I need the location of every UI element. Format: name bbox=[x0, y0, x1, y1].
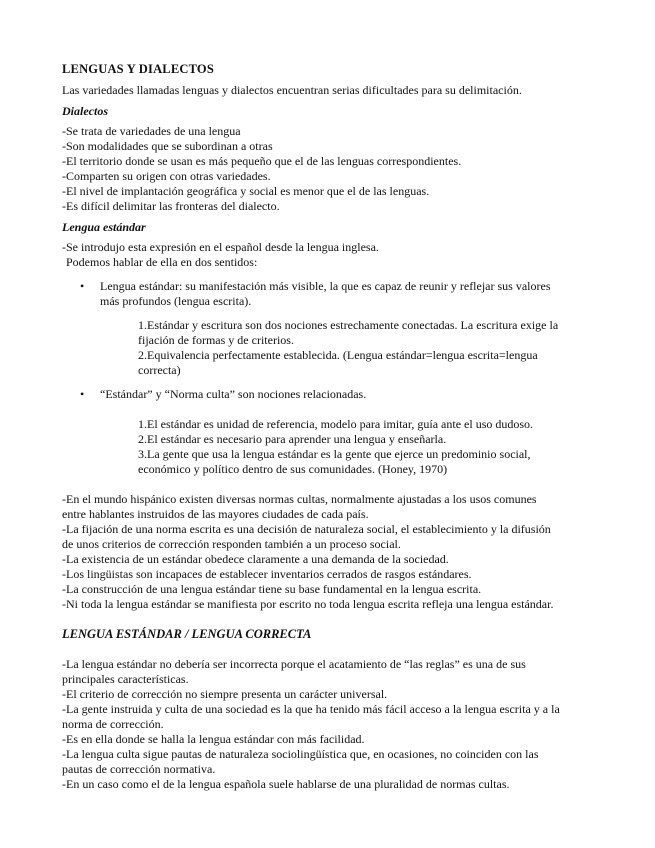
estandar-line: -Se introdujo esta expresión en el español desde la lengua inglesa. bbox=[62, 240, 379, 254]
list-item: -La gente instruida y culta de una sociedad es la que ha tenido más fácil acceso a la lengua escrita y a la bbox=[62, 702, 560, 716]
list-item: -Comparten su origen con otras variedades. bbox=[62, 169, 271, 183]
sub-item: 3.La gente que usa la lengua estándar es la gente que ejerce un predominio social, bbox=[138, 447, 531, 461]
correcta-heading: LENGUA ESTÁNDAR / LENGUA CORRECTA bbox=[62, 627, 312, 641]
list-item: -La lengua culta sigue pautas de naturaleza sociolingüística que, en ocasiones, no coinciden con las bbox=[62, 747, 539, 761]
list-item: -La lengua estándar no debería ser incorrecta porque el acatamiento de “las reglas” es una de sus bbox=[62, 657, 526, 671]
list-item: entre hablantes instruidos de las mayores ciudades de cada país. bbox=[62, 507, 369, 521]
sub-item: correcta) bbox=[138, 363, 181, 377]
list-item: -El territorio donde se usan es más pequeño que el de las lenguas correspondientes. bbox=[62, 154, 462, 168]
list-item: -La existencia de un estándar obedece claramente a una demanda de la sociedad. bbox=[62, 552, 449, 566]
intro-paragraph: Las variedades llamadas lenguas y dialectos encuentran serias dificultades para su delimitación. bbox=[62, 83, 522, 97]
list-item: -El criterio de corrección no siempre presenta un carácter universal. bbox=[62, 687, 388, 701]
list-item: -En el mundo hispánico existen diversas normas cultas, normalmente ajustadas a los usos comunes bbox=[62, 492, 537, 506]
sub-list-2 bbox=[62, 417, 602, 477]
dialectos-heading: Dialectos bbox=[62, 104, 108, 118]
list-item: -Ni toda la lengua estándar se manifiesta por escrito no toda lengua escrita refleja una lengua estándar. bbox=[62, 597, 554, 611]
list-item: pautas de corrección normativa. bbox=[62, 762, 216, 776]
sub-item: fijación de formas y de criterios. bbox=[138, 333, 294, 347]
correcta-paragraphs bbox=[62, 657, 602, 792]
bullet-icon: • bbox=[80, 279, 85, 293]
norma-paragraphs bbox=[62, 492, 602, 612]
sub-item: 2.Equivalencia perfectamente establecida. (Lengua estándar=lengua escrita=lengua bbox=[138, 348, 538, 362]
list-item: norma de corrección. bbox=[62, 717, 164, 731]
list-item: -Se trata de variedades de una lengua bbox=[62, 124, 241, 138]
list-item: -En un caso como el de la lengua española suele hablarse de una pluralidad de normas cultas. bbox=[62, 777, 510, 791]
list-item: -La fijación de una norma escrita es una decisión de naturaleza social, el establecimiento y la difusión bbox=[62, 522, 551, 536]
sub-list-1 bbox=[62, 318, 602, 378]
list-item: -Es difícil delimitar las fronteras del dialecto. bbox=[62, 199, 280, 213]
estandar-line: Podemos hablar de ella en dos sentidos: bbox=[66, 255, 258, 269]
dialectos-list bbox=[62, 124, 602, 214]
bullet-item-lengua-estandar: • Lengua estándar: su manifestación más visible, la que es capaz de reunir y reflejar sus valores más profundos (lengua escrita). bbox=[80, 279, 551, 308]
list-item: principales características. bbox=[62, 672, 189, 686]
estandar-heading: Lengua estándar bbox=[62, 220, 146, 234]
sub-item: económico y político dentro de sus comunidades. (Honey, 1970) bbox=[138, 462, 448, 476]
list-item: -Los lingüistas son incapaces de establecer inventarios cerrados de rasgos estándares. bbox=[62, 567, 472, 581]
document-page bbox=[62, 62, 602, 792]
bullet-item-norma-culta: • “Estándar” y “Norma culta” son nociones relacionadas. bbox=[80, 387, 367, 401]
list-item: de unos criterios de corrección responden también a un proceso social. bbox=[62, 537, 401, 551]
sub-item: 1.El estándar es unidad de referencia, modelo para imitar, guía ante el uso dudoso. bbox=[138, 417, 534, 431]
list-item: -Son modalidades que se subordinan a otras bbox=[62, 139, 273, 153]
document-title: LENGUAS Y DIALECTOS bbox=[62, 62, 214, 76]
list-item: -El nivel de implantación geográfica y social es menor que el de las lenguas. bbox=[62, 184, 430, 198]
list-item: -La construcción de una lengua estándar tiene su base fundamental en la lengua escrita. bbox=[62, 582, 482, 596]
sub-item: 1.Estándar y escritura son dos nociones estrechamente conectadas. La escritura exige la bbox=[138, 318, 559, 332]
bullet-icon: • bbox=[80, 387, 85, 401]
list-item: -Es en ella donde se halla la lengua estándar con más facilidad. bbox=[62, 732, 365, 746]
sub-item: 2.El estándar es necesario para aprender una lengua y enseñarla. bbox=[138, 432, 447, 446]
